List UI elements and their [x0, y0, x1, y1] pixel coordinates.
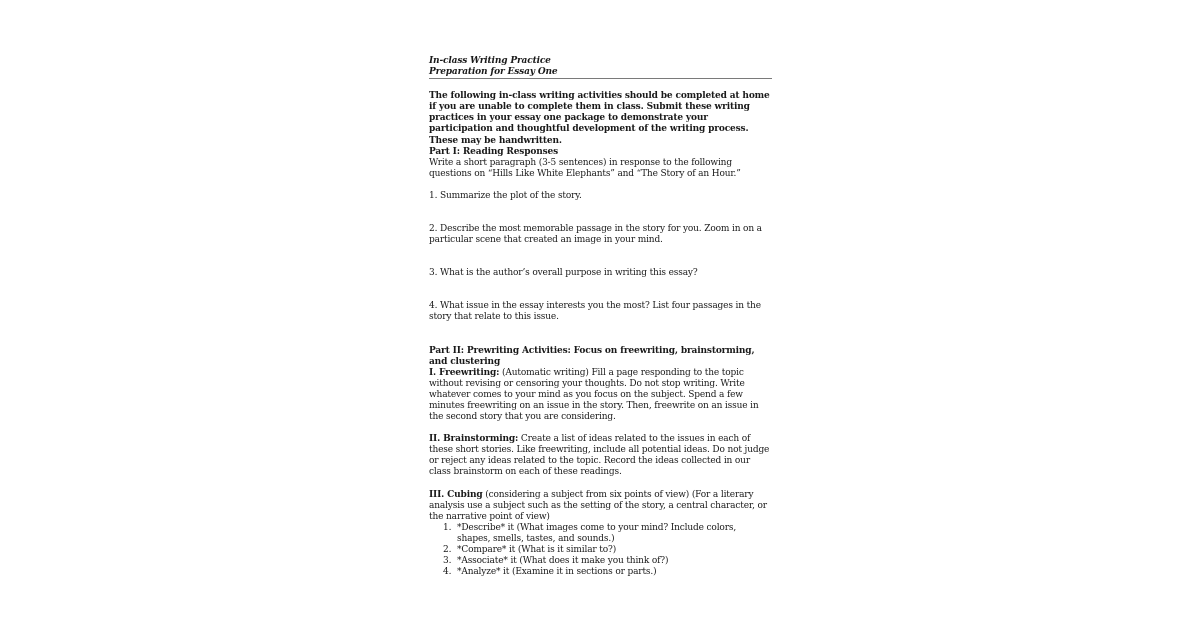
list-item-number: 2. [443, 545, 452, 555]
question-1: 1. Summarize the plot of the story. [429, 190, 582, 201]
document-header [429, 56, 772, 79]
cubing-text: (considering a subject from six points of view) (For a literary analysis use a subject such as the setting of the story, a central character, or the narrative point of view) [429, 489, 767, 522]
question-4: 4. What issue in the essay interests you the most? List four passages in the story that relate to this issue. [429, 301, 761, 323]
brainstorming-paragraph [429, 434, 772, 478]
list-item-text: *Describe* it (What images come to your mind? Include colors, shapes, smells, tastes, and sounds.) [457, 522, 737, 544]
list-item-text: *Analyze* it (Examine it in sections or parts.) [457, 567, 657, 578]
list-item-text: *Compare* it (What is it similar to?) [457, 545, 617, 555]
part1-heading: Part I: Reading Responses [429, 146, 558, 157]
list-item [443, 556, 772, 567]
cubing-paragraph [429, 490, 772, 523]
cubing-list [429, 523, 772, 578]
header-title: In-class Writing Practice [429, 56, 551, 66]
header-subtitle: Preparation for Essay One [429, 67, 558, 78]
list-item-number: 4. [443, 567, 452, 578]
list-item-text: *Associate* it (What does it make you think of?) [457, 556, 669, 567]
cubing-label: III. Cubing [429, 489, 483, 500]
question-3: 3. What is the author’s overall purpose in writing this essay? [429, 268, 698, 279]
freewriting-label: I. Freewriting: [429, 367, 500, 378]
list-item-number: 3. [443, 556, 452, 567]
list-item [443, 522, 772, 545]
document-page [429, 56, 772, 578]
list-item [443, 567, 772, 578]
part2-heading: Part II: Prewriting Activities: Focus on freewriting, brainstorming, and clustering [429, 345, 755, 367]
freewriting-text: (Automatic writing) Fill a page responding to the topic without revising or censoring your thoughts. Do not stop writing. Write whatever comes to your mind as you focus on the subject. Spend a few minutes freewriting on an issue in the story. Then, freewrite on an issue in the second story that you are considering. [429, 367, 759, 423]
list-item [443, 545, 772, 556]
freewriting-paragraph [429, 368, 772, 423]
part1-instructions: Write a short paragraph (3-5 sentences) in response to the following questions on “Hills Like White Elephants” and “The Story of an Hour.” [429, 157, 741, 179]
brainstorming-label: II. Brainstorming: [429, 434, 519, 445]
question-2: 2. Describe the most memorable passage in the story for you. Zoom in on a particular scene that created an image in your mind. [429, 224, 762, 246]
list-item-number: 1. [443, 522, 452, 533]
brainstorming-text: Create a list of ideas related to the issues in each of these short stories. Like freewriting, include all potential ideas. Do not judge or reject any ideas related to the topic. Record the ideas collected in our class brainstorm on each of these readings. [429, 434, 770, 478]
intro-paragraph: The following in-class writing activities should be completed at home if you are unable to complete them in class. Submit these writing practices in your essay one package to demonstrate your participation and thoughtful development of the writing process. These may be handwritten. [429, 91, 770, 146]
